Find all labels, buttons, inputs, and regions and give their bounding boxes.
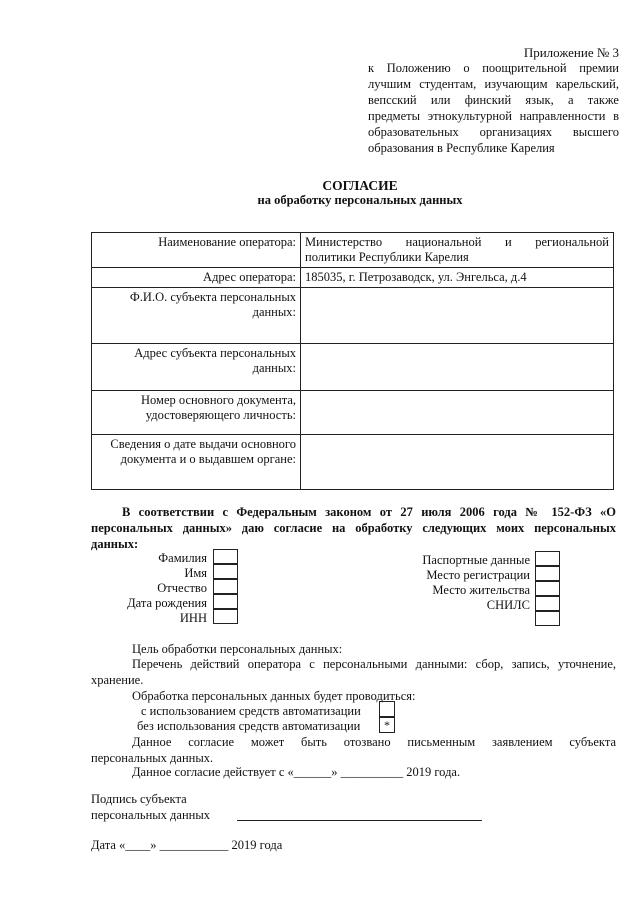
signature-line[interactable] [237, 820, 482, 821]
appendix-line: к Положению о поощрительной премии [368, 61, 619, 75]
checklist-label-name: Имя [184, 566, 207, 580]
operator-subject-table [91, 232, 614, 490]
actions-text [91, 656, 616, 688]
checkbox-registration[interactable] [535, 566, 560, 581]
checkbox-residence[interactable] [535, 581, 560, 596]
consent-statement [91, 504, 616, 552]
operator-address-value: 185035, г. Петрозаводск, ул. Энгельса, д.4 [301, 268, 614, 288]
processing-heading: Обработка персональных данных будет проводиться: [132, 689, 416, 703]
revoke-text [91, 734, 616, 766]
operator-name-value: Министерство национальной и региональной политики Республики Карелия [301, 233, 614, 268]
checkbox-extra[interactable] [535, 611, 560, 626]
checklist-label-snils: СНИЛС [486, 598, 530, 612]
date-line: Дата «____» ___________ 2019 года [91, 838, 283, 852]
purpose-text: Цель обработки персональных данных: [132, 642, 343, 656]
checkbox-snils[interactable] [535, 596, 560, 611]
appendix-text [368, 60, 619, 156]
document-number-field[interactable] [301, 391, 614, 435]
table-row [92, 233, 614, 268]
checklist-label-inn: ИНН [179, 611, 207, 625]
consent-line: данных: [91, 537, 139, 551]
table-row [92, 288, 614, 344]
signature-label: Подпись субъекта персональных данных [91, 792, 210, 822]
consent-line: В соответствии с Федеральным законом от 27 июля 2006 года № 152-ФЗ «О [122, 505, 616, 519]
table-label: Адрес субъекта персональных данных: [92, 344, 301, 391]
document-title: СОГЛАСИЕ [322, 178, 398, 193]
table-row [92, 268, 614, 288]
checkbox-surname[interactable] [213, 549, 238, 564]
table-row [92, 435, 614, 490]
checklist-label-patronymic: Отчество [157, 581, 207, 595]
checklist-label-registration: Место регистрации [426, 568, 530, 582]
appendix-title: Приложение № 3 [523, 45, 619, 60]
checkbox-name[interactable] [213, 564, 238, 579]
subject-address-field[interactable] [301, 344, 614, 391]
subject-name-field[interactable] [301, 288, 614, 344]
checklist-label-birthdate: Дата рождения [127, 596, 207, 610]
checkbox-passport[interactable] [535, 551, 560, 566]
validity-text: Данное согласие действует с «______» __________ 2019 года. [132, 765, 461, 779]
without-automation-label: без использования средств автоматизации [137, 719, 361, 733]
table-label: Адрес оператора: [92, 268, 301, 288]
appendix-line: образовательных организациях высшего [368, 125, 619, 139]
checklist-label-residence: Место жительства [432, 583, 530, 597]
checklist-label-surname: Фамилия [158, 551, 207, 565]
table-row [92, 391, 614, 435]
document-issue-field[interactable] [301, 435, 614, 490]
table-label: Номер основного документа, удостоверяющего личность: [92, 391, 301, 435]
table-row [92, 344, 614, 391]
checkbox-inn[interactable] [213, 609, 238, 624]
checkbox-patronymic[interactable] [213, 579, 238, 594]
revoke-line: Данное согласие может быть отозвано письменным заявлением субъекта [132, 735, 616, 749]
checkbox-with-automation[interactable] [379, 701, 395, 717]
appendix-line: лучшим студентам, изучающим карельский, [368, 77, 619, 91]
appendix-line: вепсский или финский язык, а также [368, 93, 619, 107]
document-subtitle: на обработку персональных данных [257, 193, 463, 207]
checklist-label-passport: Паспортные данные [422, 553, 530, 567]
table-label: Наименование оператора: [92, 233, 301, 268]
table-label: Сведения о дате выдачи основного документа и о выдавшем органе: [92, 435, 301, 490]
consent-line: персональных данных» даю согласие на обработку следующих моих персональных [91, 521, 616, 535]
checkbox-birthdate[interactable] [213, 594, 238, 609]
table-label: Ф.И.О. субъекта персональных данных: [92, 288, 301, 344]
appendix-line: предметы этнокультурной направленности в [368, 109, 619, 123]
with-automation-label: с использованием средств автоматизации [141, 704, 361, 718]
appendix-line: образования в Республике Карелия [368, 141, 555, 155]
actions-line: Перечень действий оператора с персональными данными: сбор, запись, уточнение, [132, 657, 616, 671]
checkbox-without-automation[interactable]: * [379, 717, 395, 733]
revoke-line: персональных данных. [91, 751, 214, 765]
actions-line: хранение. [91, 673, 144, 687]
